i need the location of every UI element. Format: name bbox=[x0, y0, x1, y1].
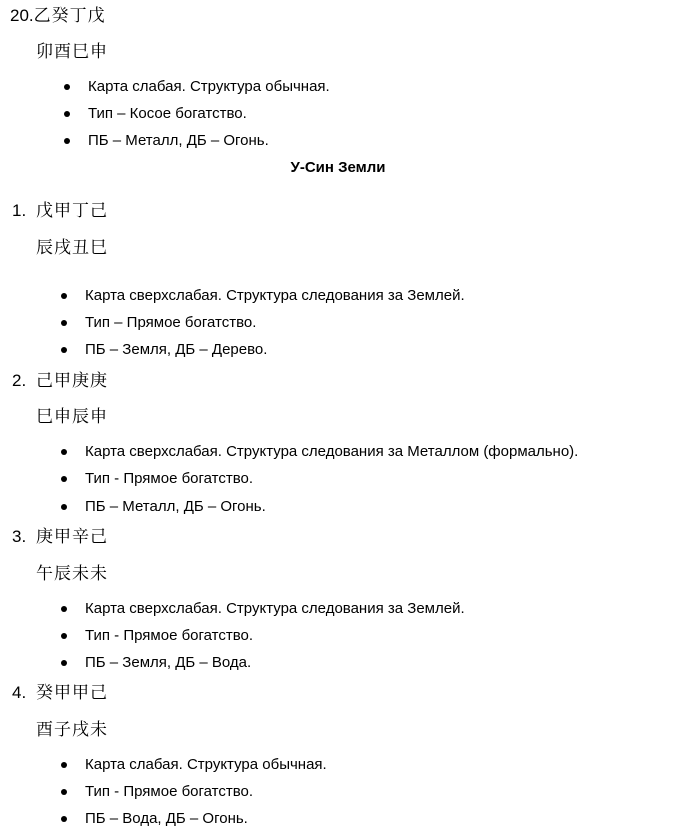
entry-heading bbox=[12, 371, 108, 391]
bullet-item: Карта слабая. Структура обычная. bbox=[88, 77, 330, 97]
bullet-dot-icon bbox=[61, 606, 67, 612]
bullet-item: Тип – Прямое богатство. bbox=[85, 313, 256, 333]
bullet-dot-icon bbox=[61, 347, 67, 353]
heavenly-stems: 乙癸丁戊 bbox=[33, 6, 106, 26]
earthly-branches: 酉子戌未 bbox=[36, 720, 108, 740]
entry-number: 4. bbox=[12, 683, 27, 702]
earthly-branches: 卯酉巳申 bbox=[36, 42, 108, 62]
bullet-item: ПБ – Земля, ДБ – Вода. bbox=[85, 653, 251, 673]
bullet-dot-icon bbox=[61, 762, 67, 768]
bullet-dot-icon bbox=[61, 789, 67, 795]
entry-number: 1. bbox=[12, 201, 27, 220]
bullet-item: Карта сверхслабая. Структура следования за Землей. bbox=[85, 286, 465, 306]
bullet-item: ПБ – Земля, ДБ – Дерево. bbox=[85, 340, 267, 360]
section-heading: У-Син Земли bbox=[290, 159, 386, 176]
bullet-item: Карта слабая. Структура обычная. bbox=[85, 755, 327, 775]
bullet-item: ПБ – Металл, ДБ – Огонь. bbox=[88, 131, 269, 151]
bullet-item: ПБ – Вода, ДБ – Огонь. bbox=[85, 809, 248, 829]
bullet-dot-icon bbox=[61, 504, 67, 510]
bullet-dot-icon bbox=[61, 449, 67, 455]
bullet-item: Тип – Косое богатство. bbox=[88, 104, 247, 124]
bullet-dot-icon bbox=[61, 660, 67, 666]
bullet-dot-icon bbox=[61, 293, 67, 299]
heavenly-stems: 戊甲丁己 bbox=[36, 201, 108, 221]
entry-heading bbox=[12, 527, 108, 547]
heavenly-stems: 癸甲甲己 bbox=[36, 683, 108, 703]
bullet-dot-icon bbox=[64, 111, 70, 117]
heavenly-stems: 庚甲辛己 bbox=[36, 527, 108, 547]
bullet-item: Тип - Прямое богатство. bbox=[85, 469, 253, 489]
earthly-branches: 巳申辰申 bbox=[36, 407, 108, 427]
earthly-branches: 辰戌丑巳 bbox=[36, 238, 108, 258]
heavenly-stems: 己甲庚庚 bbox=[36, 371, 108, 391]
entry-number: 20. bbox=[10, 6, 34, 25]
bullet-item: Тип - Прямое богатство. bbox=[85, 782, 253, 802]
entry-heading bbox=[10, 6, 106, 26]
bullet-dot-icon bbox=[64, 84, 70, 90]
entry-heading bbox=[12, 683, 108, 703]
bullet-item: Карта сверхслабая. Структура следования за Землей. bbox=[85, 599, 465, 619]
entry-number: 3. bbox=[12, 527, 27, 546]
entry-heading bbox=[12, 201, 108, 221]
bullet-item: Карта сверхслабая. Структура следования за Металлом (формально). bbox=[85, 442, 578, 462]
bullet-dot-icon bbox=[61, 476, 67, 482]
entry-number: 2. bbox=[12, 371, 27, 390]
bullet-dot-icon bbox=[61, 816, 67, 822]
earthly-branches: 午辰未未 bbox=[36, 564, 108, 584]
bullet-dot-icon bbox=[61, 633, 67, 639]
bullet-dot-icon bbox=[61, 320, 67, 326]
bullet-dot-icon bbox=[64, 138, 70, 144]
bullet-item: ПБ – Металл, ДБ – Огонь. bbox=[85, 497, 266, 517]
bullet-item: Тип - Прямое богатство. bbox=[85, 626, 253, 646]
